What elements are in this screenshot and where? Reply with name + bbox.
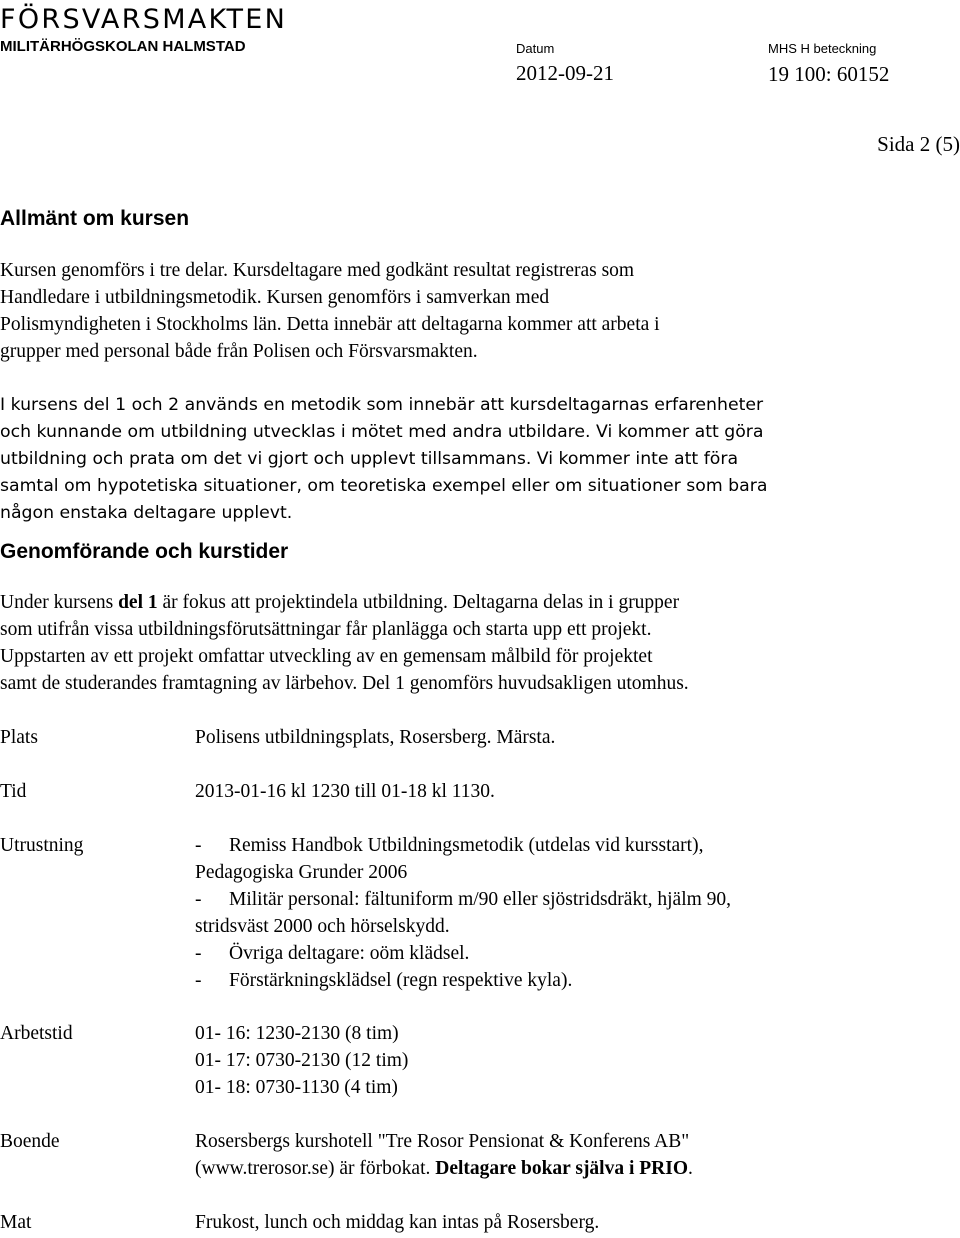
- list-item: [195, 940, 731, 967]
- text-line: 01- 17: 0730-2130 (12 tim): [195, 1050, 409, 1071]
- text-line: grupper med personal både från Polisen och Försvarsmakten.: [0, 341, 478, 362]
- text-span: (www.trerosor.se) är förbokat.: [195, 1158, 436, 1179]
- text-line: I kursens del 1 och 2 används en metodik som innebär att kursdeltagarnas erfarenheter: [0, 395, 764, 415]
- text-line: utbildning och prata om det vi gjort och upplevt tillsammans. Vi kommer inte att föra: [0, 449, 739, 469]
- list-item-text: Förstärkningsklädsel (regn respektive kyla).: [229, 970, 573, 991]
- organization-name: FÖRSVARSMAKTEN: [0, 4, 288, 35]
- utrustning-list: [195, 832, 731, 994]
- list-item-text: Övriga deltagare: oöm klädsel.: [229, 943, 470, 964]
- section-heading-general: Allmänt om kursen: [0, 207, 190, 230]
- arbetstid-label: Arbetstid: [0, 1023, 73, 1044]
- bold-text: del 1: [118, 592, 158, 613]
- text-span: är fokus att projektindela utbildning. Deltagarna delas in i grupper: [157, 592, 680, 613]
- bold-text: Deltagare bokar själva i PRIO: [435, 1158, 689, 1179]
- paragraph-methodology: [0, 392, 960, 527]
- list-item-text: Militär personal: fältuniform m/90 eller sjöstridsdräkt, hjälm 90,: [229, 889, 732, 910]
- mat-label: Mat: [0, 1212, 32, 1233]
- text-span: Under kursens: [0, 592, 119, 613]
- section-heading-implementation: Genomförande och kurstider: [0, 540, 289, 563]
- text-line: stridsväst 2000 och hörselskydd.: [195, 916, 450, 937]
- page-number: Sida 2 (5): [877, 132, 960, 156]
- text-line: Pedagogiska Grunder 2006: [195, 862, 408, 883]
- text-line: Frukost, lunch och middag kan intas på Rosersberg.: [195, 1212, 600, 1233]
- list-item-text: Remiss Handbok Utbildningsmetodik (utdelas vid kursstart),: [229, 835, 704, 856]
- boende-value: [195, 1128, 693, 1182]
- text-line: 01- 16: 1230-2130 (8 tim): [195, 1023, 399, 1044]
- text-line: Handledare i utbildningsmetodik. Kursen genomförs i samverkan med: [0, 287, 550, 308]
- mat-value: [195, 1209, 599, 1236]
- text-line: och kunnande om utbildning utvecklas i mötet med andra utbildare. Vi kommer att göra: [0, 422, 764, 442]
- list-item: [195, 886, 731, 913]
- dash-marker: -: [195, 970, 202, 991]
- text-line: samt de studerandes framtagning av lärbehov. Del 1 genomförs huvudsakligen utomhus.: [0, 673, 689, 694]
- paragraph-part-one: [0, 589, 960, 697]
- tid-label: Tid: [0, 781, 27, 802]
- text-span: .: [688, 1158, 693, 1179]
- tid-value: [195, 778, 495, 805]
- text-line: [0, 589, 960, 616]
- text-line: [195, 1155, 693, 1182]
- date-value: 2012-09-21: [516, 61, 614, 85]
- date-label: Datum: [516, 41, 555, 56]
- reference-label: MHS H beteckning: [768, 41, 877, 56]
- text-line: som utifrån vissa utbildningsförutsättningar får planlägga och starta upp ett projekt.: [0, 619, 652, 640]
- text-line: Rosersbergs kurshotell "Tre Rosor Pensionat & Konferens AB": [195, 1131, 690, 1152]
- text-line: Polisens utbildningsplats, Rosersberg. Märsta.: [195, 727, 556, 748]
- list-item: [195, 967, 731, 994]
- text-line: Uppstarten av ett projekt omfattar utveckling av en gemensam målbild för projektet: [0, 646, 653, 667]
- plats-value: [195, 724, 555, 751]
- text-line: någon enstaka deltagare upplevt.: [0, 503, 293, 523]
- utrustning-label: Utrustning: [0, 835, 84, 856]
- text-line: samtal om hypotetiska situationer, om teoretiska exempel eller om situationer som bara: [0, 476, 768, 496]
- text-line: 01- 18: 0730-1130 (4 tim): [195, 1077, 398, 1098]
- dash-marker: -: [195, 889, 202, 910]
- text-line: 2013-01-16 kl 1230 till 01-18 kl 1130.: [195, 781, 495, 802]
- dash-marker: -: [195, 943, 202, 964]
- plats-label: Plats: [0, 727, 38, 748]
- paragraph-course-intro: [0, 257, 960, 365]
- list-item: [195, 832, 731, 859]
- reference-value: 19 100: 60152: [768, 62, 890, 86]
- dash-marker: -: [195, 835, 202, 856]
- text-line: Kursen genomförs i tre delar. Kursdeltagare med godkänt resultat registreras som: [0, 260, 635, 281]
- unit-name: MILITÄRHÖGSKOLAN HALMSTAD: [0, 38, 246, 55]
- text-line: Polismyndigheten i Stockholms län. Detta innebär att deltagarna kommer att arbeta i: [0, 314, 660, 335]
- arbetstid-list: [195, 1020, 408, 1101]
- boende-label: Boende: [0, 1131, 60, 1152]
